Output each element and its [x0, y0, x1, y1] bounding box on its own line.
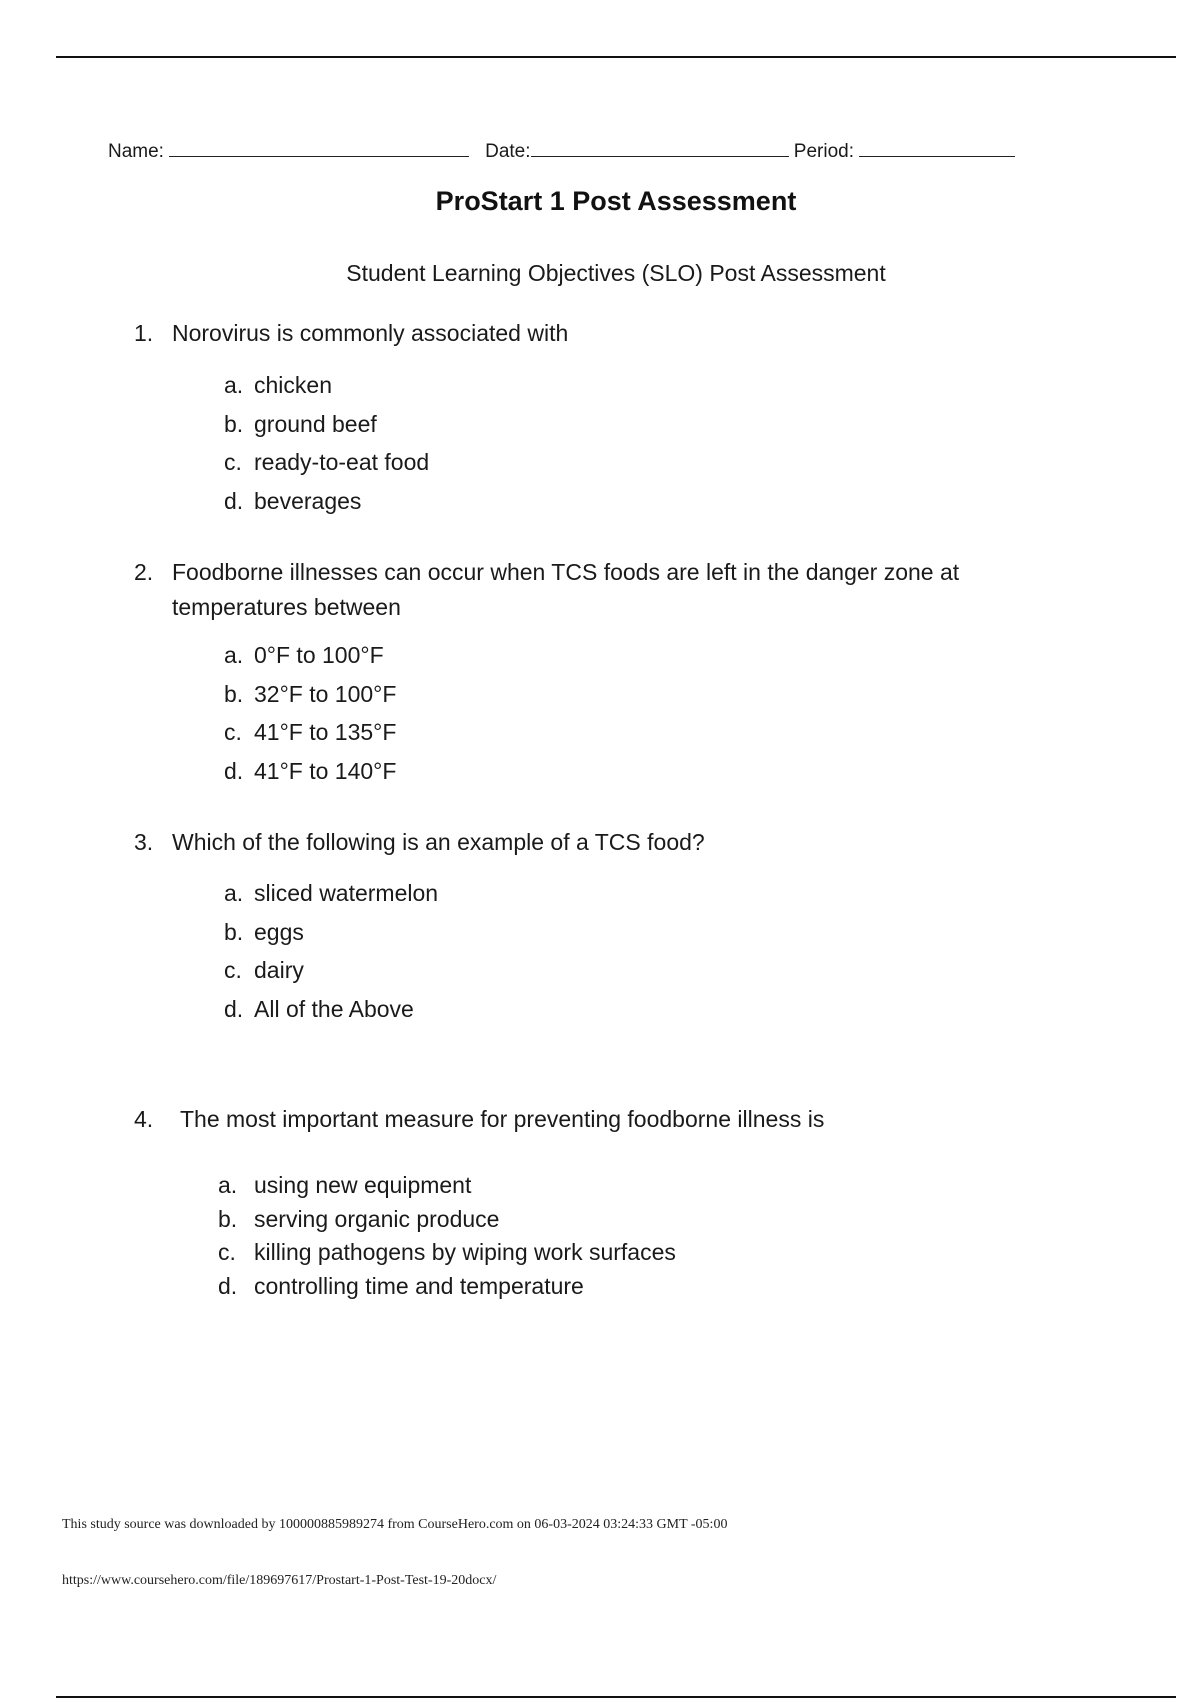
question-1 [134, 316, 1034, 351]
option [224, 372, 429, 411]
option-text: chicken [254, 372, 332, 398]
option-text: 41°F to 135°F [254, 719, 397, 745]
question-number: 2. [134, 559, 154, 585]
option [224, 488, 429, 527]
option-text: dairy [254, 957, 304, 983]
option [224, 919, 438, 958]
option [224, 642, 396, 681]
option-text: 41°F to 140°F [254, 757, 397, 784]
option [224, 996, 438, 1035]
page-title: ProStart 1 Post Assessment [435, 186, 797, 216]
student-info-line [108, 138, 1068, 163]
question-4-options [218, 1172, 676, 1306]
option-text: 0°F to 100°F [254, 642, 384, 668]
option-letter: d. [218, 1272, 238, 1299]
option [224, 758, 396, 797]
option [218, 1239, 676, 1273]
option-text: eggs [254, 918, 304, 945]
name-label: Name: [108, 141, 164, 162]
option [218, 1206, 676, 1240]
question-3 [134, 825, 1034, 860]
option-letter: a. [224, 372, 244, 398]
option [224, 719, 396, 758]
option-letter: a. [224, 880, 244, 906]
option-text: using new equipment [254, 1172, 472, 1198]
question-3-options [224, 880, 438, 1034]
option-text: sliced watermelon [254, 880, 439, 906]
option-letter: b. [218, 1205, 238, 1232]
question-2-options [224, 642, 396, 796]
option-letter: c. [224, 957, 242, 983]
date-blank [531, 138, 789, 157]
option-text: serving organic produce [254, 1205, 500, 1232]
option-letter: b. [224, 918, 244, 945]
option [224, 411, 429, 450]
option-text: 32°F to 100°F [254, 680, 397, 707]
option-text: controlling time and temperature [254, 1272, 584, 1299]
question-text: Which of the following is an example of a TCS food? [172, 829, 705, 855]
option [224, 880, 438, 919]
download-note: This study source was downloaded by 100000885989274 from CourseHero.com on 06-03-2024 03:24:33 GMT -05:00 [62, 1517, 728, 1532]
option-text: ground beef [254, 410, 377, 437]
option-letter: a. [218, 1172, 238, 1198]
option-letter: d. [224, 995, 244, 1022]
page-subtitle: Student Learning Objectives (SLO) Post Assessment [346, 260, 886, 286]
option-letter: c. [224, 449, 242, 475]
question-1-options [224, 372, 429, 526]
option [218, 1273, 676, 1307]
option [218, 1172, 676, 1206]
option-letter: c. [218, 1239, 236, 1265]
option-text: beverages [254, 487, 362, 514]
question-text: Foodborne illnesses can occur when TCS foods are left in the danger zone at temperatures between [172, 559, 960, 620]
period-label: Period: [793, 141, 854, 162]
option-text: killing pathogens by wiping work surfaces [254, 1239, 676, 1265]
question-text: The most important measure for preventing foodborne illness is [180, 1106, 825, 1132]
question-number: 1. [134, 320, 154, 346]
name-blank [169, 138, 469, 157]
option [224, 449, 429, 488]
question-text: Norovirus is commonly associated with [172, 320, 569, 346]
question-2 [134, 555, 1034, 625]
option-text: ready-to-eat food [254, 449, 430, 475]
bottom-rule [56, 1696, 1176, 1698]
option-letter: b. [224, 410, 244, 437]
option [224, 957, 438, 996]
question-4 [134, 1102, 1034, 1137]
option-letter: d. [224, 757, 244, 784]
date-label: Date: [485, 141, 531, 162]
question-number: 4. [134, 1106, 154, 1132]
source-url-link[interactable]: https://www.coursehero.com/file/189697617/Prostart-1-Post-Test-19-20docx/ [62, 1573, 497, 1588]
option-letter: d. [224, 487, 244, 514]
option [224, 681, 396, 720]
option-letter: c. [224, 719, 242, 745]
option-text: All of the Above [254, 995, 414, 1022]
option-letter: a. [224, 642, 244, 668]
period-blank [859, 138, 1015, 157]
top-rule [56, 56, 1176, 58]
option-letter: b. [224, 680, 244, 707]
question-number: 3. [134, 829, 154, 855]
